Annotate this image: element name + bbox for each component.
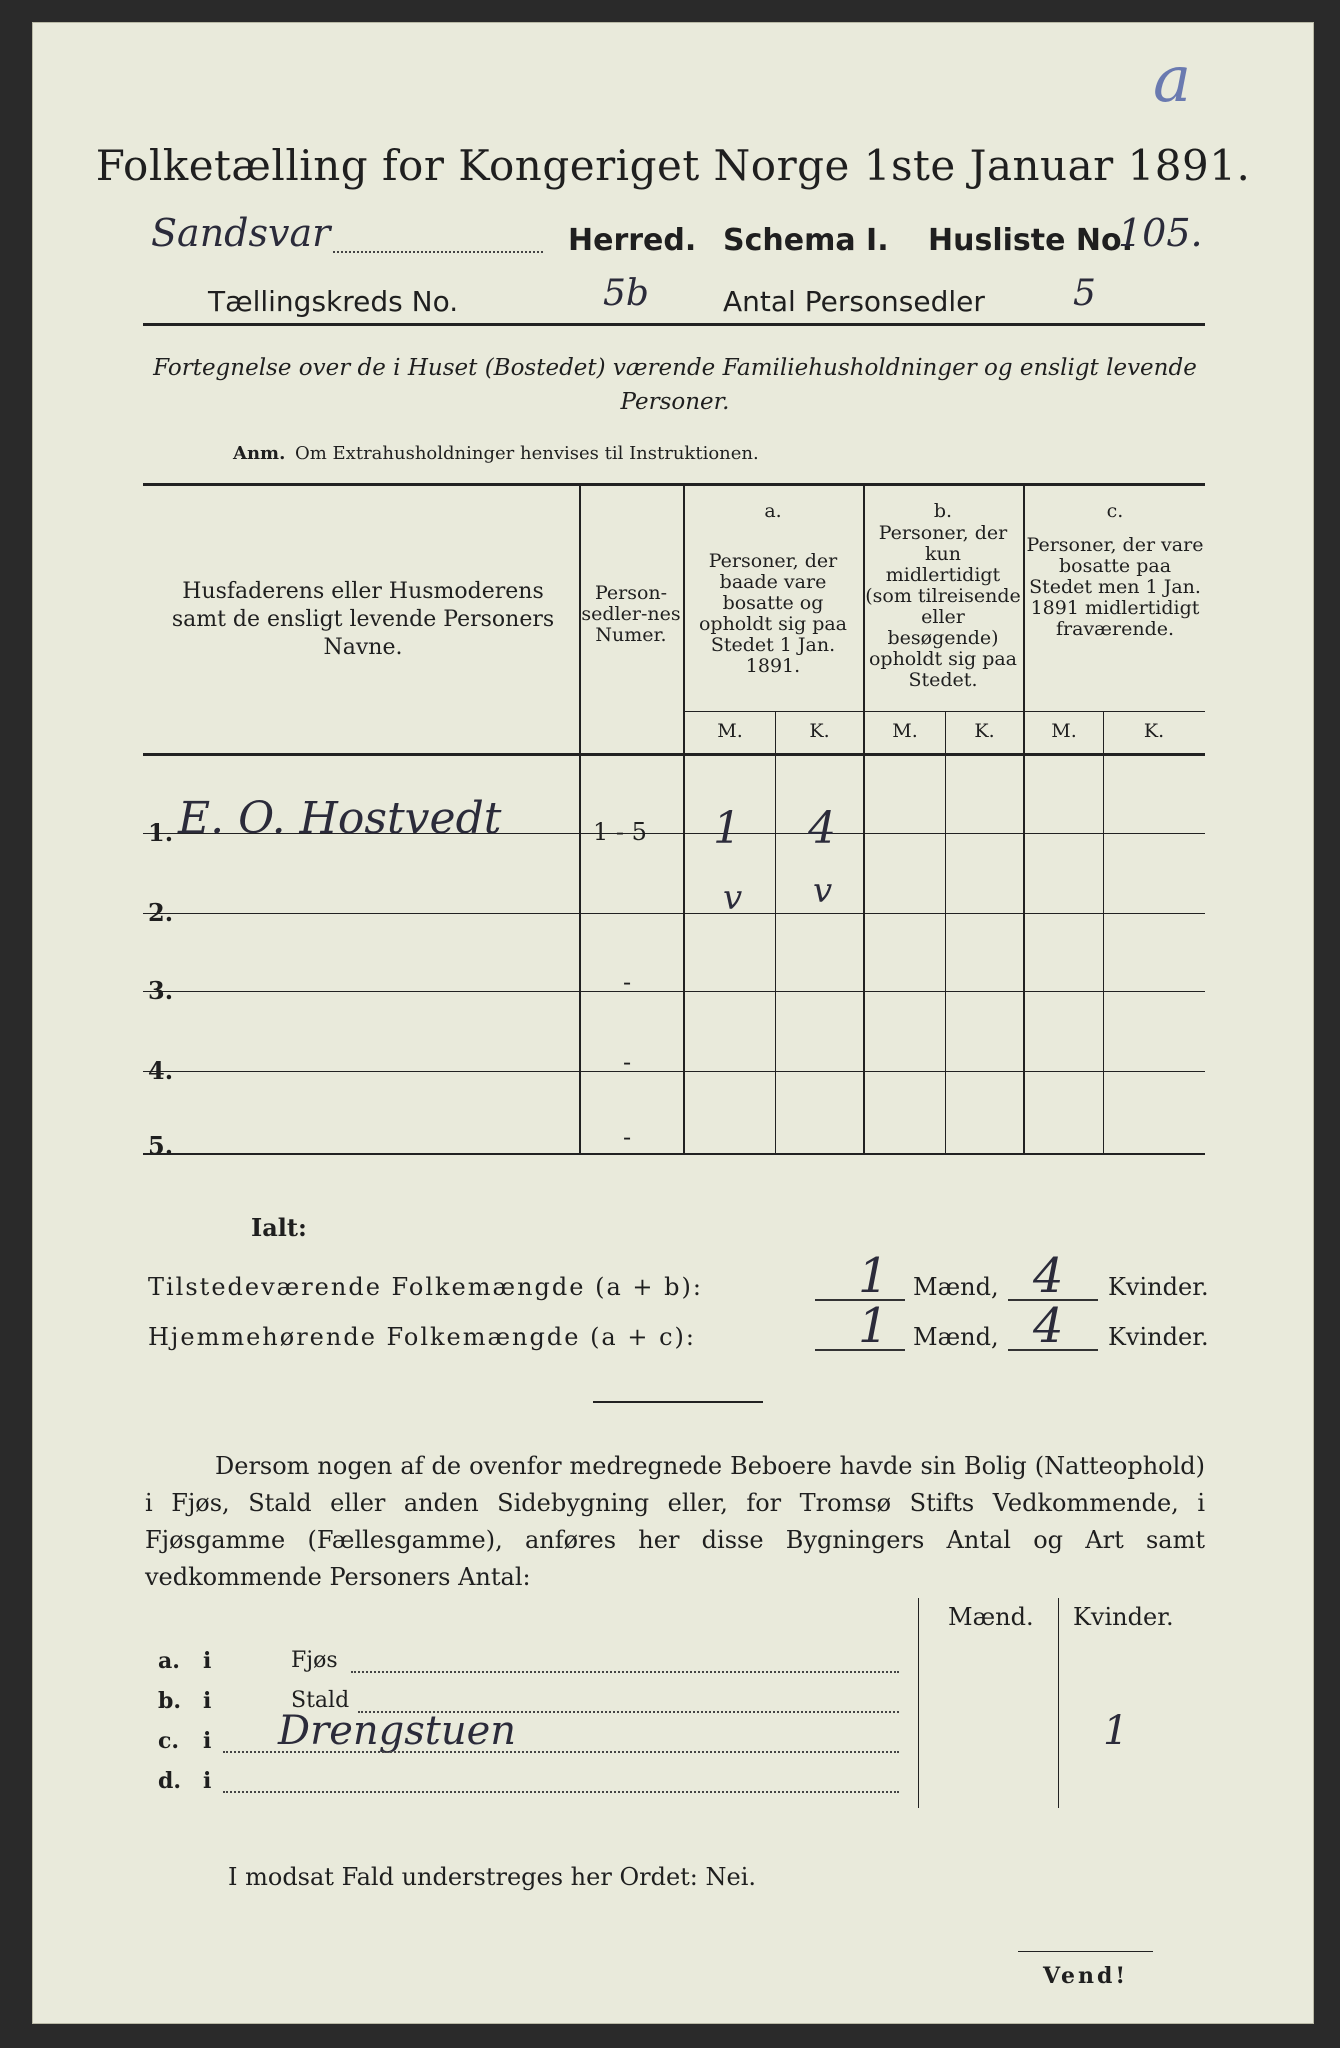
table-row-3-personsedler: - — [623, 968, 632, 996]
building-paragraph: Dersom nogen af de ovenfor medregnede Beboere havde sin Bolig (Natteophold) i Fjøs, Stald eller anden Sidebygning eller, for Tromsø Stifts Vedkommende, i Fjøsgamme (Fællesgamme), anføres her disse Bygningers Antal og Art samt vedkommende Personers Antal: — [145, 1452, 1205, 1591]
hjemme-m-line — [815, 1349, 905, 1351]
col-c-m: M. — [1051, 720, 1077, 742]
antal-value: 5 — [1073, 273, 1096, 314]
ialt-label: Ialt: — [251, 1213, 307, 1242]
table-row-2-num: 2. — [148, 898, 174, 927]
census-form-sheet — [32, 22, 1314, 2024]
hjemme-kvinder: Kvinder. — [1108, 1323, 1209, 1351]
building-d-i: i — [203, 1768, 212, 1794]
row-rule-2 — [143, 913, 1205, 914]
herred-value: Sandsvar — [151, 211, 331, 255]
separator-rule — [593, 1401, 763, 1403]
schema-label: Schema I. — [723, 223, 889, 258]
hjemme-m: 1 — [858, 1298, 889, 1354]
anm-text: Om Extrahusholdninger henvises til Instruktionen. — [295, 443, 759, 464]
building-vline-1 — [918, 1598, 919, 1808]
col-c-k: K. — [1143, 720, 1165, 742]
table-header-rule — [143, 753, 1205, 756]
tilstede-kvinder: Kvinder. — [1108, 1273, 1209, 1301]
building-c-dots — [223, 1751, 899, 1753]
table-row-1-personsedler: 1 - 5 — [593, 818, 647, 846]
hjemme-k-line — [1008, 1349, 1098, 1351]
table-row-2-a-m: v — [723, 878, 743, 918]
corner-mark: a — [1153, 43, 1192, 117]
col-maend-header: Mænd. — [948, 1603, 1034, 1631]
header-rule — [143, 323, 1205, 326]
kreds-value: 5b — [603, 273, 649, 314]
hjemme-k: 4 — [1033, 1298, 1064, 1354]
table-row-1-a-m: 1 — [713, 803, 741, 854]
table-row-1-a-k: 4 — [808, 803, 836, 854]
building-b-label: Stald — [291, 1688, 350, 1713]
table-row-4-personsedler: - — [623, 1048, 632, 1076]
building-vline-2 — [1058, 1598, 1059, 1808]
table-row-4-num: 4. — [148, 1056, 174, 1085]
building-c-kvinder: 1 — [1103, 1708, 1129, 1754]
col-a-header: Personer, der baade vare bosatte og opholdt sig paa Stedet 1 Jan. 1891. — [698, 550, 848, 677]
col-a-letter: a. — [764, 500, 782, 522]
table-row-1-num: 1. — [148, 818, 174, 847]
kreds-label: Tællingskreds No. — [208, 285, 459, 318]
antal-label: Antal Personsedler — [723, 285, 985, 318]
table-bottom-rule — [143, 1153, 1205, 1155]
table-row-5-num: 5. — [148, 1131, 174, 1160]
table-vline-c — [1103, 711, 1104, 1153]
table-row-2-a-k: v — [813, 871, 833, 911]
hjemme-maend: Mænd, — [913, 1323, 999, 1351]
building-b-letter: b. — [158, 1688, 182, 1714]
col-a-k: K. — [809, 720, 830, 742]
col-kvinder-header: Kvinder. — [1073, 1603, 1174, 1631]
table-vline-b — [945, 711, 946, 1153]
col-c-letter: c. — [1106, 500, 1124, 522]
building-c-value: Drengstuen — [278, 1708, 517, 1754]
table-row-3-num: 3. — [148, 976, 174, 1005]
table-top-rule — [143, 483, 1205, 486]
husliste-value: 105. — [1118, 211, 1203, 255]
form-title: Folketælling for Kongeriget Norge 1ste Januar 1891. — [95, 141, 1251, 190]
tilstede-maend: Mænd, — [913, 1273, 999, 1301]
tilstede-k: 4 — [1033, 1248, 1064, 1304]
col-name-header: Husfaderens eller Husmoderens samt de ensligt levende Personers Navne. — [171, 579, 555, 660]
tilstede-label: Tilstedeværende Folkemængde (a + b): — [148, 1273, 703, 1301]
row-rule-4 — [143, 1071, 1205, 1072]
herred-dots — [333, 251, 543, 253]
table-row-5-personsedler: - — [623, 1123, 632, 1151]
building-b-i: i — [203, 1688, 212, 1714]
husliste-label: Husliste No. — [928, 223, 1133, 258]
building-a-letter: a. — [158, 1648, 180, 1674]
modsat-text: I modsat Fald understreges her Ordet: Nei. — [228, 1863, 757, 1891]
building-a-label: Fjøs — [291, 1648, 338, 1673]
col-b-header: Personer, der kun midlertidigt (som tilreisende eller besøgende) opholdt sig paa Stedet. — [865, 522, 1021, 691]
building-c-i: i — [203, 1728, 212, 1754]
mk-rule — [683, 711, 1205, 712]
vend-text: Vend! — [1043, 1963, 1129, 1989]
tilstede-m: 1 — [858, 1248, 889, 1304]
col-b-k: K. — [974, 720, 995, 742]
building-a-dots — [351, 1671, 899, 1673]
table-vline-a — [775, 711, 776, 1153]
col-a-m: M. — [717, 720, 743, 742]
vend-rule — [1018, 1951, 1153, 1952]
col-num-header: Person-sedler-nes Numer. — [581, 582, 681, 646]
hjemme-label: Hjemmehørende Folkemængde (a + c): — [148, 1323, 696, 1351]
building-d-dots — [223, 1791, 899, 1793]
col-b-m: M. — [892, 720, 918, 742]
col-c-header: Personer, der vare bosatte paa Stedet men 1 Jan. 1891 midlertidigt fraværende. — [1026, 534, 1204, 640]
fortegnelse-text: Fortegnelse over de i Huset (Bostedet) værende Familiehusholdninger og ensligt levende Personer. — [153, 355, 1197, 415]
anm-label: Anm. — [233, 443, 286, 464]
building-a-i: i — [203, 1648, 212, 1674]
table-row-1-name: E. O. Hostvedt — [178, 793, 502, 844]
col-b-letter: b. — [933, 500, 953, 522]
herred-label: Herred. — [568, 223, 697, 258]
row-rule-3 — [143, 991, 1205, 992]
building-d-letter: d. — [158, 1768, 182, 1794]
building-c-letter: c. — [158, 1728, 180, 1754]
